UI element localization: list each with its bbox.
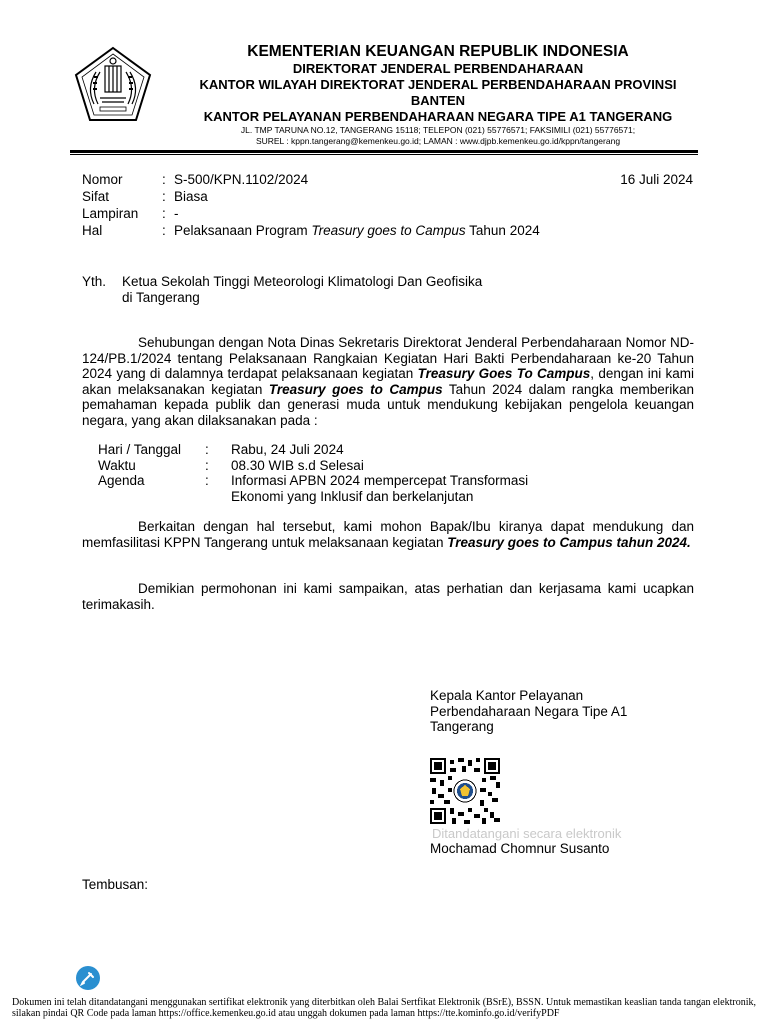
paragraph-text: Berkaitan dengan hal tersebut, kami mohon Bapak/Ibu kiranya dapat mendukung dan memfasilitasi KPPN Tangerang untuk melaksanaan kegiatan	[82, 519, 694, 550]
recipient-name: Ketua Sekolah Tinggi Meteorologi Klimatologi Dan Geofisika	[122, 274, 483, 289]
schedule-colon: :	[205, 473, 209, 489]
meta-label: Sifat	[82, 189, 110, 204]
signer-title: Tangerang	[430, 719, 494, 735]
signer-name: Mochamad Chomnur Susanto	[430, 841, 610, 856]
schedule-value: Ekonomi yang Inklusif dan berkelanjutan	[231, 488, 474, 504]
meta-colon: :	[162, 189, 166, 204]
letterhead-contact: SUREL : kppn.tangerang@kemenkeu.go.id; LAMAN : www.djpb.kemenkeu.go.id/kppn/tangerang	[255, 136, 621, 146]
program-name: Treasury goes to Campus tahun 2024.	[447, 534, 691, 550]
paragraph-text: , dengan ini kami akan melaksanakan kegiatan	[82, 366, 695, 397]
signature-block	[430, 688, 627, 735]
letterhead	[158, 43, 718, 147]
letterhead-ministry: KEMENTERIAN KEUANGAN REPUBLIK INDONESIA	[247, 43, 629, 60]
recipient-location: di Tangerang	[122, 290, 200, 305]
letter-date: 16 Juli 2024	[620, 172, 693, 187]
subject-text: Tahun 2024	[465, 223, 540, 238]
subject-program-name: Treasury goes to Campus	[311, 223, 466, 238]
letterhead-address: JL. TMP TARUNA NO.12, TANGERANG 15118; TELEPON (021) 55776571; FAKSIMILI (021) 55776571;	[240, 125, 636, 135]
program-name: Treasury goes to Campus	[268, 381, 443, 397]
schedule-value: 08.30 WIB s.d Selesai	[231, 457, 364, 473]
paragraph-text: Sehubungan dengan Nota Dinas Sekretaris Direktorat Jenderal Perbendaharaan Nomor ND-124/PB.1/2024 tentang Pelaksanaan Rangkaian Kegiatan Hari Bakti Perbendaharaan ke-20 Tahun 2024 yang di dalamnya terdapat pelaksanaan kegiatan	[82, 335, 694, 382]
signer-title: Kepala Kantor Pelayanan	[430, 688, 584, 703]
ministry-logo-emblem	[72, 46, 154, 128]
meta-colon: :	[162, 206, 166, 221]
bsre-logo-icon	[76, 966, 100, 990]
meta-colon: :	[162, 172, 166, 187]
letter-nature: Biasa	[174, 189, 208, 204]
letterhead-rule-thick	[70, 150, 698, 153]
letterhead-regional-office: KANTOR WILAYAH DIREKTORAT JENDERAL PERBENDAHARAAN PROVINSI	[199, 77, 677, 92]
qr-code	[430, 758, 500, 824]
schedule-colon: :	[205, 442, 209, 457]
electronic-signature-note: Ditandatangani secara elektronik	[432, 826, 622, 841]
cc-label: Tembusan:	[82, 877, 149, 892]
meta-label: Nomor	[82, 172, 123, 187]
schedule-label: Waktu	[98, 457, 136, 473]
body-paragraph-2	[82, 519, 694, 550]
meta-label: Hal	[82, 223, 103, 238]
letter-number: S-500/KPN.1102/2024	[174, 172, 309, 187]
body-paragraph-1	[82, 335, 694, 429]
letterhead-service-office: KANTOR PELAYANAN PERBENDAHARAAN NEGARA TIPE A1 TANGERANG	[203, 109, 673, 124]
schedule-label: Hari / Tanggal	[98, 442, 182, 457]
signer-title: Perbendaharaan Negara Tipe A1	[430, 703, 628, 719]
letter-subject	[174, 222, 540, 239]
letterhead-regional-office-cont: BANTEN	[410, 93, 466, 108]
schedule-value: Informasi APBN 2024 mempercepat Transformasi	[231, 473, 529, 489]
program-name: Treasury Goes To Campus	[417, 366, 591, 382]
letterhead-directorate: DIREKTORAT JENDERAL PERBENDAHARAAN	[292, 61, 584, 76]
letter-attachment: -	[174, 206, 179, 221]
schedule-label: Agenda	[98, 473, 145, 489]
letterhead-rule-thin	[70, 154, 698, 155]
meta-colon: :	[162, 223, 166, 238]
body-paragraph-3: Demikian permohonan ini kami sampaikan, atas perhatian dan kerjasama kami ucapkan terimakasih.	[82, 581, 694, 612]
paragraph-text: Tahun 2024 dalam rangka memberikan pemahaman kepada publik dan generasi muda untuk mendukung kebijakan pengelola keuangan negara, yang akan dilaksanakan pada :	[82, 381, 694, 428]
schedule-colon: :	[205, 457, 209, 473]
subject-text: Pelaksanaan Program	[174, 223, 312, 238]
schedule-value: Rabu, 24 Juli 2024	[231, 442, 344, 457]
meta-label: Lampiran	[82, 206, 139, 221]
e-signature-footer: Dokumen ini telah ditandatangani menggunakan sertifikat elektronik yang diterbitkan oleh Balai Sertfikat Elektronik (BSrE), BSSN. Untuk memastikan keaslian tanda tangan elektronik, silakan pindai QR Code pada laman https://office.kemenkeu.go.id atau unggah dokumen pada laman https://tte.kominfo.go.id/verifyPDF	[12, 997, 756, 1019]
recipient-label: Yth.	[82, 274, 107, 289]
